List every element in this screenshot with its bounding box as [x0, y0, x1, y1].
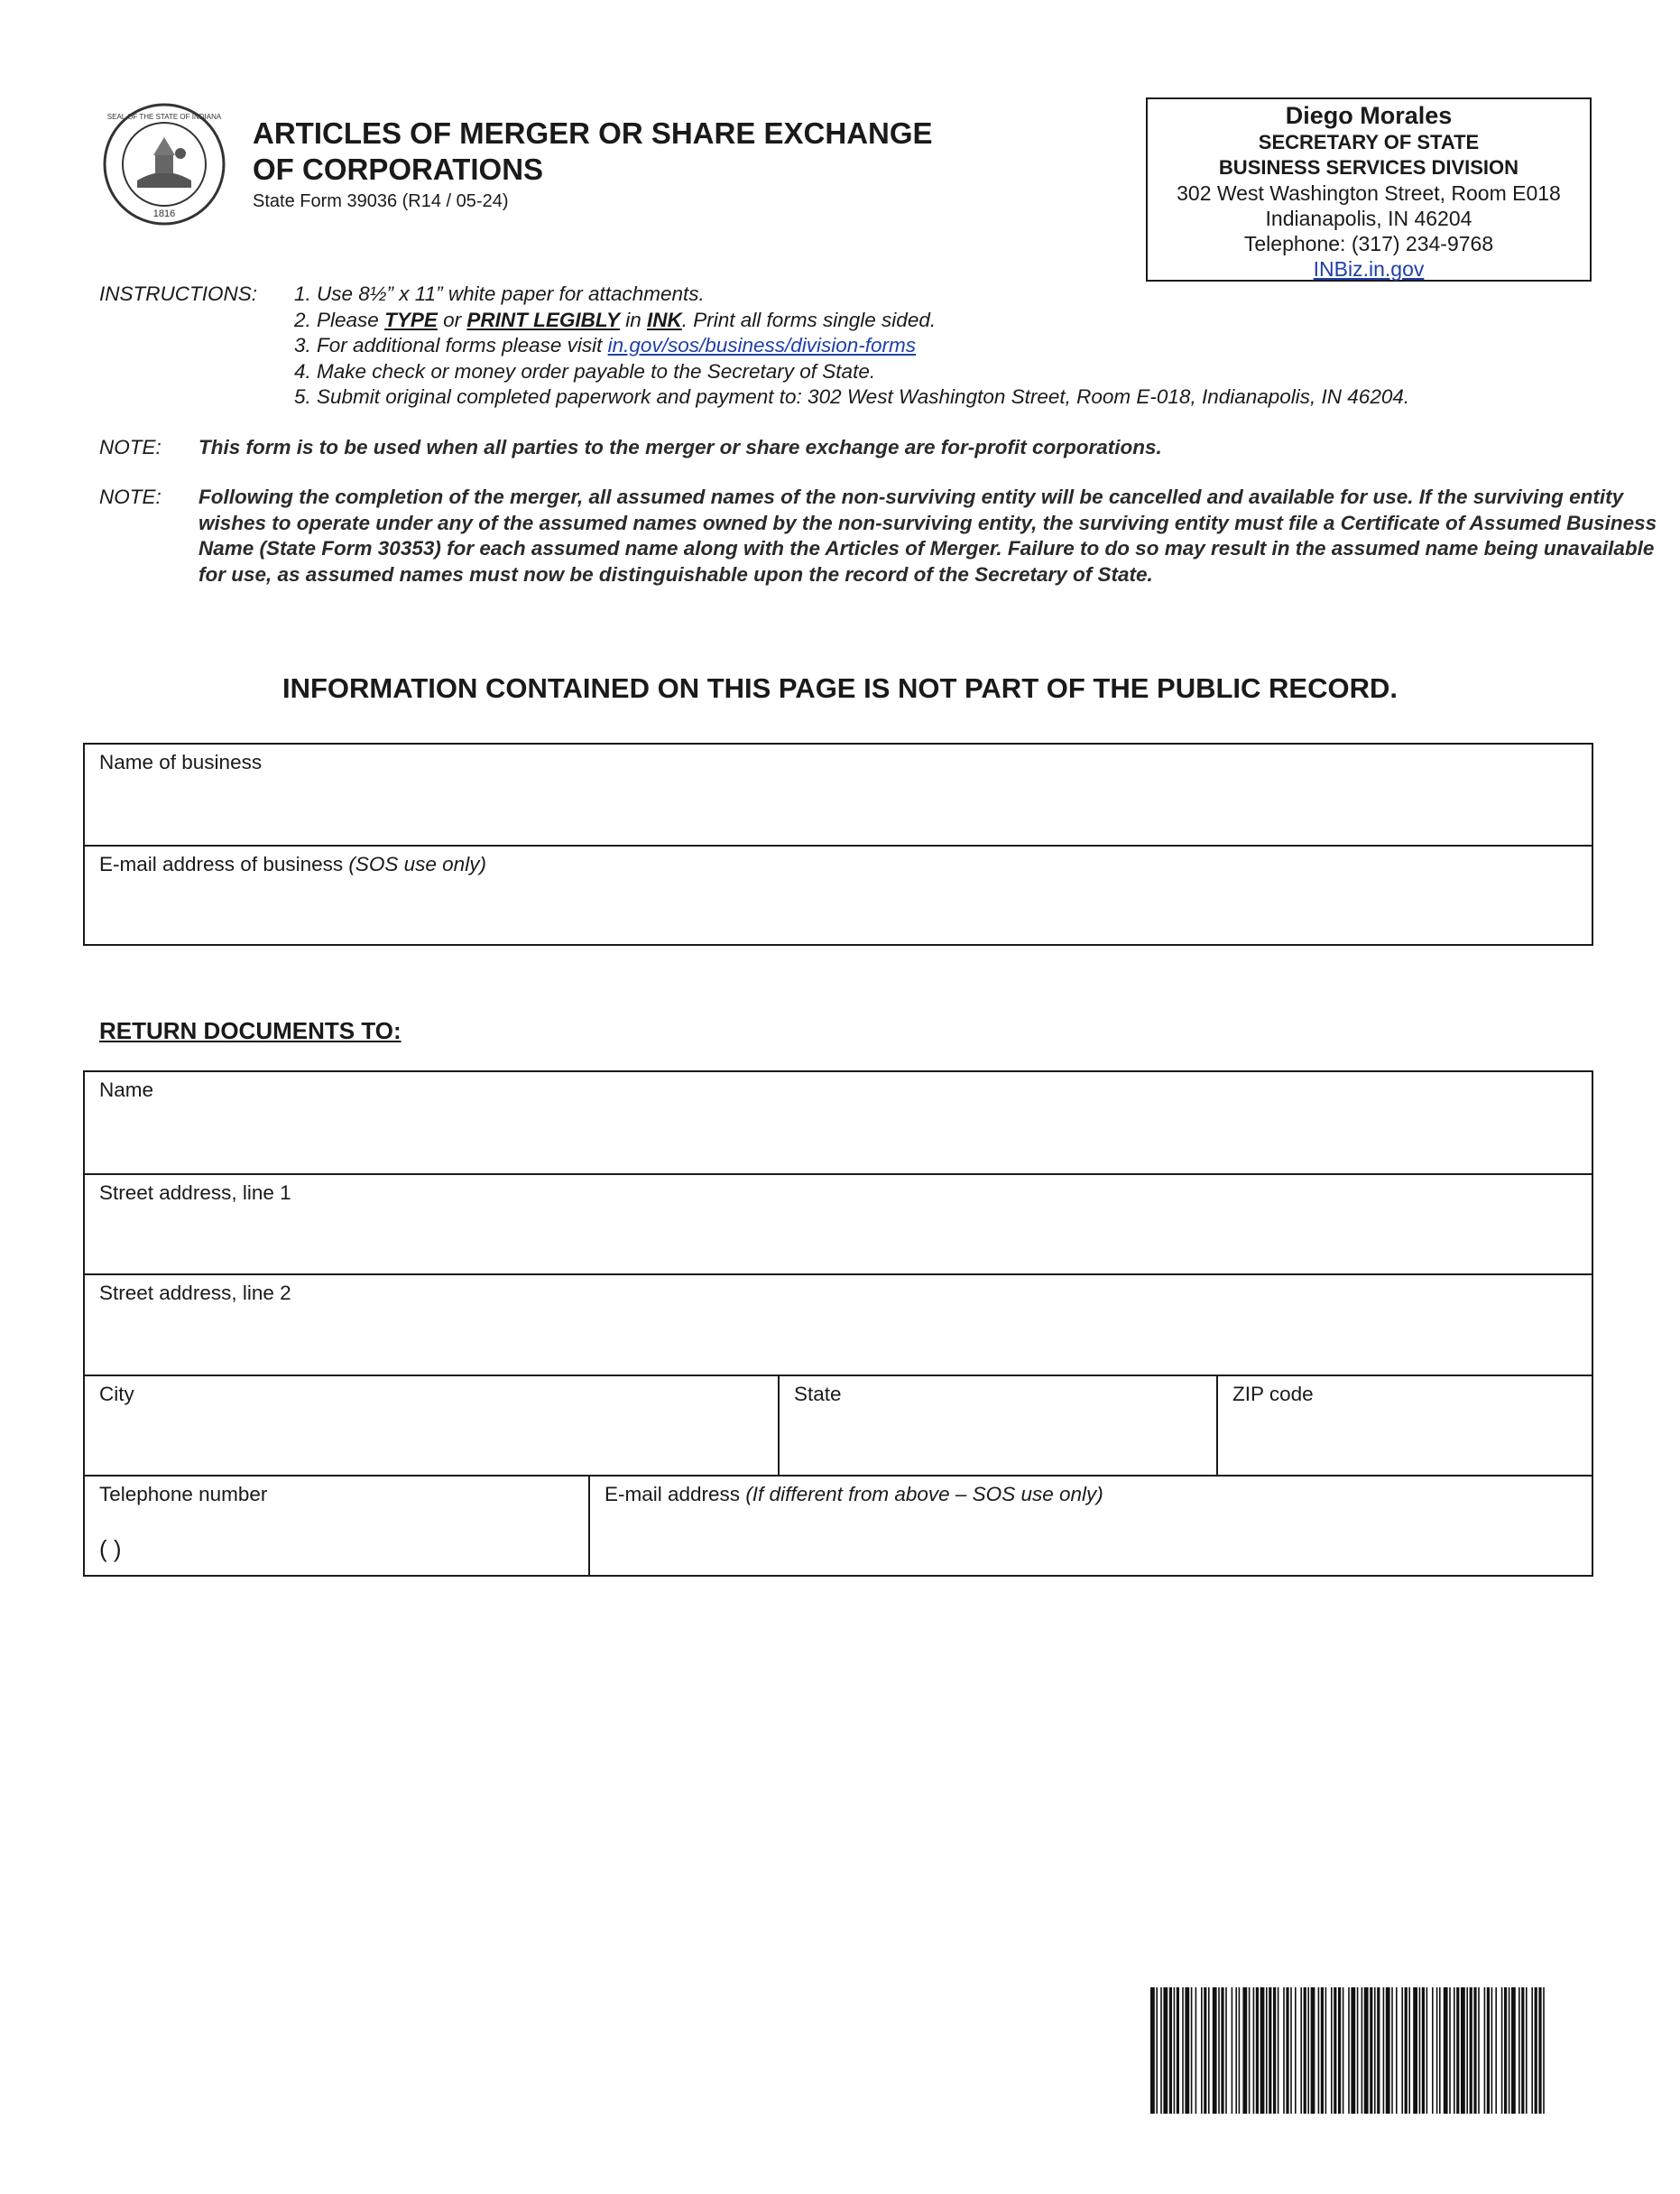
barcode-bar — [1304, 1987, 1306, 2114]
barcode-bar — [1290, 1987, 1292, 2114]
barcode-bar — [1396, 1987, 1398, 2114]
barcode-bar — [1456, 1987, 1459, 2114]
barcode-bar — [1432, 1987, 1434, 2114]
instruction-item-3: 3. For additional forms please visit in.gov/sos/business/division-forms — [294, 334, 917, 356]
barcode-bar — [1386, 1987, 1390, 2114]
barcode-bar — [1286, 1987, 1288, 2114]
sos-division: BUSINESS SERVICES DIVISION — [1218, 156, 1519, 179]
area-code-parens: ( ) — [99, 1535, 122, 1562]
barcode-bar — [1518, 1987, 1520, 2114]
note-label: NOTE: — [99, 436, 162, 458]
barcode-bar — [1531, 1987, 1533, 2114]
note-text: Following the completion of the merger, all assumed names of the non-surviving entity will be cancelled and available for use. If the surviving entity wishes to operate under any of the assumed names owned by the non-surviving entity, the surviving entity must file a Certificate of Assumed Business Name (State Form 30353) for each assumed name along with the Articles of Merger. Failure to do so may result in the assumed name being unavailable for use, as assumed names must now be distinguishable upon the record of the Secretary of State. — [198, 486, 1657, 586]
barcode-bar — [1218, 1987, 1220, 2114]
note-text: This form is to be used when all parties to the merger or share exchange are for-profit corporations. — [198, 436, 1162, 458]
barcode — [1150, 1987, 1547, 2114]
barcode-bar — [1487, 1987, 1490, 2114]
barcode-bar — [1504, 1987, 1507, 2114]
barcode-bar — [1321, 1987, 1324, 2114]
instruction-item-5: 5. Submit original completed paperwork and payment to: 302 West Washington Street, Room E-018, Indianapolis, IN 46204. — [294, 385, 1410, 408]
indiana-state-seal — [101, 101, 227, 227]
barcode-bar — [1426, 1987, 1428, 2114]
barcode-bar — [1201, 1987, 1203, 2114]
barcode-bar — [1295, 1987, 1297, 2114]
barcode-bar — [1273, 1987, 1276, 2114]
business-name-label: Name of business — [99, 751, 263, 773]
sos-city: Indianapolis, IN 46204 — [1265, 207, 1472, 230]
return-email-label: E-mail address — [605, 1483, 746, 1505]
return-documents-heading: RETURN DOCUMENTS TO: — [99, 1017, 402, 1044]
public-record-heading: INFORMATION CONTAINED ON THIS PAGE IS NOT PART OF THE PUBLIC RECORD. — [282, 672, 1398, 704]
barcode-bar — [1495, 1987, 1497, 2114]
barcode-bar — [1239, 1987, 1241, 2114]
barcode-bar — [1300, 1987, 1302, 2114]
barcode-bar — [1422, 1987, 1425, 2114]
secretary-of-state-box — [1146, 97, 1592, 282]
barcode-bar — [1521, 1987, 1524, 2114]
barcode-bar — [1160, 1987, 1162, 2114]
barcode-bar — [1461, 1987, 1465, 2114]
form-title-line1: ARTICLES OF MERGER OR SHARE EXCHANGE — [253, 116, 933, 150]
state-field[interactable] — [778, 1376, 1216, 1476]
form-title-line2: OF CORPORATIONS — [253, 153, 544, 186]
barcode-bar — [1208, 1987, 1210, 2114]
barcode-bar — [1408, 1987, 1410, 2114]
barcode-bar — [1535, 1987, 1537, 2114]
barcode-bar — [1348, 1987, 1350, 2114]
barcode-bar — [1232, 1987, 1233, 2114]
barcode-bar — [1269, 1987, 1271, 2114]
street-line1-field[interactable] — [85, 1175, 1592, 1274]
barcode-bar — [1174, 1987, 1176, 2114]
barcode-bar — [1473, 1987, 1476, 2114]
city-field[interactable] — [85, 1376, 778, 1476]
barcode-bar — [1331, 1987, 1333, 2114]
barcode-bar — [1351, 1987, 1355, 2114]
barcode-bar — [1454, 1987, 1455, 2114]
form-title-block — [253, 116, 933, 213]
seal-year: 1816 — [152, 208, 176, 219]
barcode-bar — [1362, 1987, 1363, 2114]
barcode-bar — [1526, 1987, 1528, 2114]
barcode-bar — [1478, 1987, 1480, 2114]
telephone-field[interactable] — [85, 1477, 588, 1576]
barcode-bar — [1391, 1987, 1393, 2114]
barcode-bar — [1278, 1987, 1279, 2114]
barcode-bar — [1466, 1987, 1468, 2114]
seal-text: SEAL OF THE STATE OF INDIANA — [106, 113, 222, 121]
barcode-bar — [1266, 1987, 1268, 2114]
sos-street: 302 West Washington Street, Room E018 — [1177, 181, 1561, 205]
inbiz-link[interactable]: INBiz.in.gov — [1313, 257, 1425, 281]
barcode-bar — [1185, 1987, 1189, 2114]
barcode-bar — [1370, 1987, 1372, 2114]
return-email-field[interactable] — [588, 1477, 1592, 1576]
barcode-bar — [1182, 1987, 1184, 2114]
barcode-bar — [1225, 1987, 1227, 2114]
barcode-bar — [1156, 1987, 1158, 2114]
business-info-table — [83, 743, 1593, 946]
barcode-bar — [1419, 1987, 1421, 2114]
instruction-item-1: 1. Use 8½” x 11” white paper for attachments. — [294, 282, 705, 305]
barcode-bar — [1470, 1987, 1472, 2114]
form-number: State Form 39036 (R14 / 05-24) — [253, 191, 509, 211]
barcode-bar — [1253, 1987, 1255, 2114]
division-forms-link[interactable]: in.gov/sos/business/division-forms — [607, 334, 917, 356]
barcode-bar — [1242, 1987, 1247, 2114]
street-line2-field[interactable] — [85, 1275, 1592, 1375]
business-email-field[interactable] — [85, 847, 1592, 945]
barcode-bar — [1307, 1987, 1309, 2114]
barcode-bar — [1338, 1987, 1341, 2114]
barcode-bar — [1439, 1987, 1441, 2114]
barcode-bar — [1163, 1987, 1168, 2114]
street-line2-label: Street address, line 2 — [99, 1282, 291, 1304]
barcode-bar — [1413, 1987, 1417, 2114]
state-label: State — [794, 1382, 842, 1405]
barcode-bar — [1383, 1987, 1385, 2114]
barcode-bar — [1374, 1987, 1376, 2114]
barcode-bar — [1256, 1987, 1259, 2114]
instructions-list — [294, 282, 1629, 411]
barcode-bar — [1260, 1987, 1265, 2114]
barcode-bar — [1364, 1987, 1369, 2114]
barcode-bar — [1449, 1987, 1451, 2114]
barcode-bar — [1249, 1987, 1251, 2114]
barcode-bar — [1444, 1987, 1448, 2114]
barcode-bar — [1283, 1987, 1285, 2114]
barcode-bar — [1343, 1987, 1344, 2114]
barcode-bar — [1318, 1987, 1320, 2114]
barcode-bar — [1177, 1987, 1179, 2114]
business-name-field[interactable] — [85, 745, 1592, 845]
barcode-bar — [1311, 1987, 1315, 2114]
sos-name: Diego Morales — [1285, 102, 1453, 129]
barcode-bar — [1150, 1987, 1155, 2114]
barcode-bar — [1436, 1987, 1438, 2114]
barcode-bar — [1491, 1987, 1493, 2114]
barcode-bar — [1221, 1987, 1223, 2114]
barcode-bar — [1169, 1987, 1172, 2114]
business-email-label: E-mail address of business — [99, 853, 349, 875]
return-name-field[interactable] — [85, 1072, 1592, 1173]
barcode-bar — [1357, 1987, 1359, 2114]
instruction-item-4: 4. Make check or money order payable to the Secretary of State. — [294, 359, 876, 383]
barcode-bar — [1501, 1987, 1503, 2114]
barcode-bar — [1325, 1987, 1327, 2114]
return-documents-table — [83, 1070, 1593, 1577]
instruction-item-2: 2. Please TYPE or PRINT LEGIBLY in INK. Print all forms single sided. — [294, 308, 937, 331]
barcode-bar — [1543, 1987, 1545, 2114]
barcode-bar — [1538, 1987, 1541, 2114]
barcode-bar — [1405, 1987, 1408, 2114]
barcode-bar — [1213, 1987, 1217, 2114]
sos-office: SECRETARY OF STATE — [1258, 131, 1480, 153]
zip-label: ZIP code — [1232, 1382, 1314, 1405]
barcode-bar — [1235, 1987, 1237, 2114]
barcode-bar — [1511, 1987, 1516, 2114]
zip-field[interactable] — [1216, 1376, 1592, 1476]
barcode-bar — [1484, 1987, 1486, 2114]
telephone-label: Telephone number — [99, 1483, 268, 1505]
return-name-label: Name — [99, 1078, 154, 1101]
business-email-note: (SOS use only) — [348, 853, 486, 875]
barcode-bar — [1191, 1987, 1193, 2114]
barcode-bar — [1377, 1987, 1380, 2114]
return-email-note: (If different from above – SOS use only) — [745, 1483, 1103, 1505]
barcode-bar — [1334, 1987, 1336, 2114]
barcode-bar — [1195, 1987, 1197, 2114]
sos-telephone: Telephone: (317) 234-9768 — [1243, 232, 1494, 255]
note-label: NOTE: — [99, 486, 162, 508]
barcode-bar — [1509, 1987, 1510, 2114]
city-label: City — [99, 1382, 134, 1405]
street-line1-label: Street address, line 1 — [99, 1180, 291, 1204]
instructions-label: INSTRUCTIONS: — [99, 282, 258, 305]
barcode-bar — [1401, 1987, 1403, 2114]
barcode-bar — [1204, 1987, 1206, 2114]
